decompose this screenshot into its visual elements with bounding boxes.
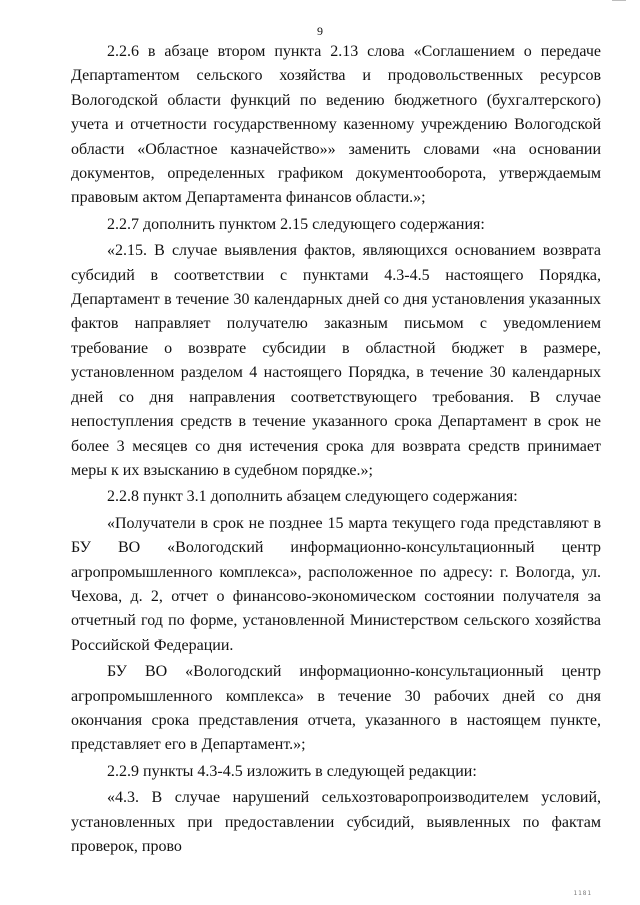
footer-mark: 1181 bbox=[573, 890, 592, 897]
paragraph-2-2-7: 2.2.7 дополнить пунктом 2.15 следующего содержания: bbox=[107, 215, 485, 233]
document-body bbox=[71, 40, 601, 859]
paragraph-2-15: «2.15. В случае выявления фактов, являющихся основанием возврата субсидий в соответствии с пунктами 4.3-4.5 настоящего Порядка, Департамент в течение 30 календарных дней со дня установления указанных фактов направляет получателю заказным письмом с уведомлением требование о возврате субсидии в областной бюджет в размере, установленном разделом 4 настоящего Порядка, в течение 30 календарных дней со дня направления соответствующего требования. В случае непоступления средств в течение указанного срока Департамент в срок не более 3 месяцев со дня истечения срока для возврата средств принимает меры к их взысканию в судебном порядке.»; bbox=[71, 242, 601, 479]
page-number: 9 bbox=[317, 24, 323, 38]
paragraph-2-2-6: 2.2.6 в абзаце втором пункта 2.13 слова «Соглашением о передаче Департаmентом сельского хозяйства и продовольственных ресурсов Вологодской области функций по ведению бюджетного (бухгалтерского) учета и отчетности государственному казенному учреждению Вологодской области «Областное казначейство»» заменить словами «на основании документов, определенных графиком документооборота, утверждаемым правовым актом Департамента финансов области.»; bbox=[71, 43, 601, 207]
page-corner-mark bbox=[612, 0, 626, 3]
paragraph-recipients-report: «Получатели в срок не позднее 15 марта текущего года представляют в БУ ВО «Вологодский информационно-консультационный центр агропромышленного комплекса», расположенное по адресу: г. Вологда, ул. Чехова, д. 2, отчет о финансово-экономическом состоянии получателя за отчетный год по форме, установленной Министерством сельского хозяйства Российской Федерации. bbox=[71, 514, 601, 654]
paragraph-2-2-9: 2.2.9 пункты 4.3-4.5 изложить в следующей редакции: bbox=[107, 762, 477, 780]
paragraph-2-2-8: 2.2.8 пункт 3.1 дополнить абзацем следующего содержания: bbox=[107, 488, 518, 506]
paragraph-bu-vo-center: БУ ВО «Вологодский информационно-консультационный центр агропромышленного комплекса» в течение 30 рабочих дней со дня окончания срока представления отчета, указанного в настоящем пункте, представляет его в Департамент.»; bbox=[71, 663, 601, 754]
paragraph-4-3: «4.3. В случае нарушений сельхозтоваропроизводителем условий, установленных при предоставлении субсидий, выявленных по фактам проверок, прово bbox=[71, 789, 601, 855]
